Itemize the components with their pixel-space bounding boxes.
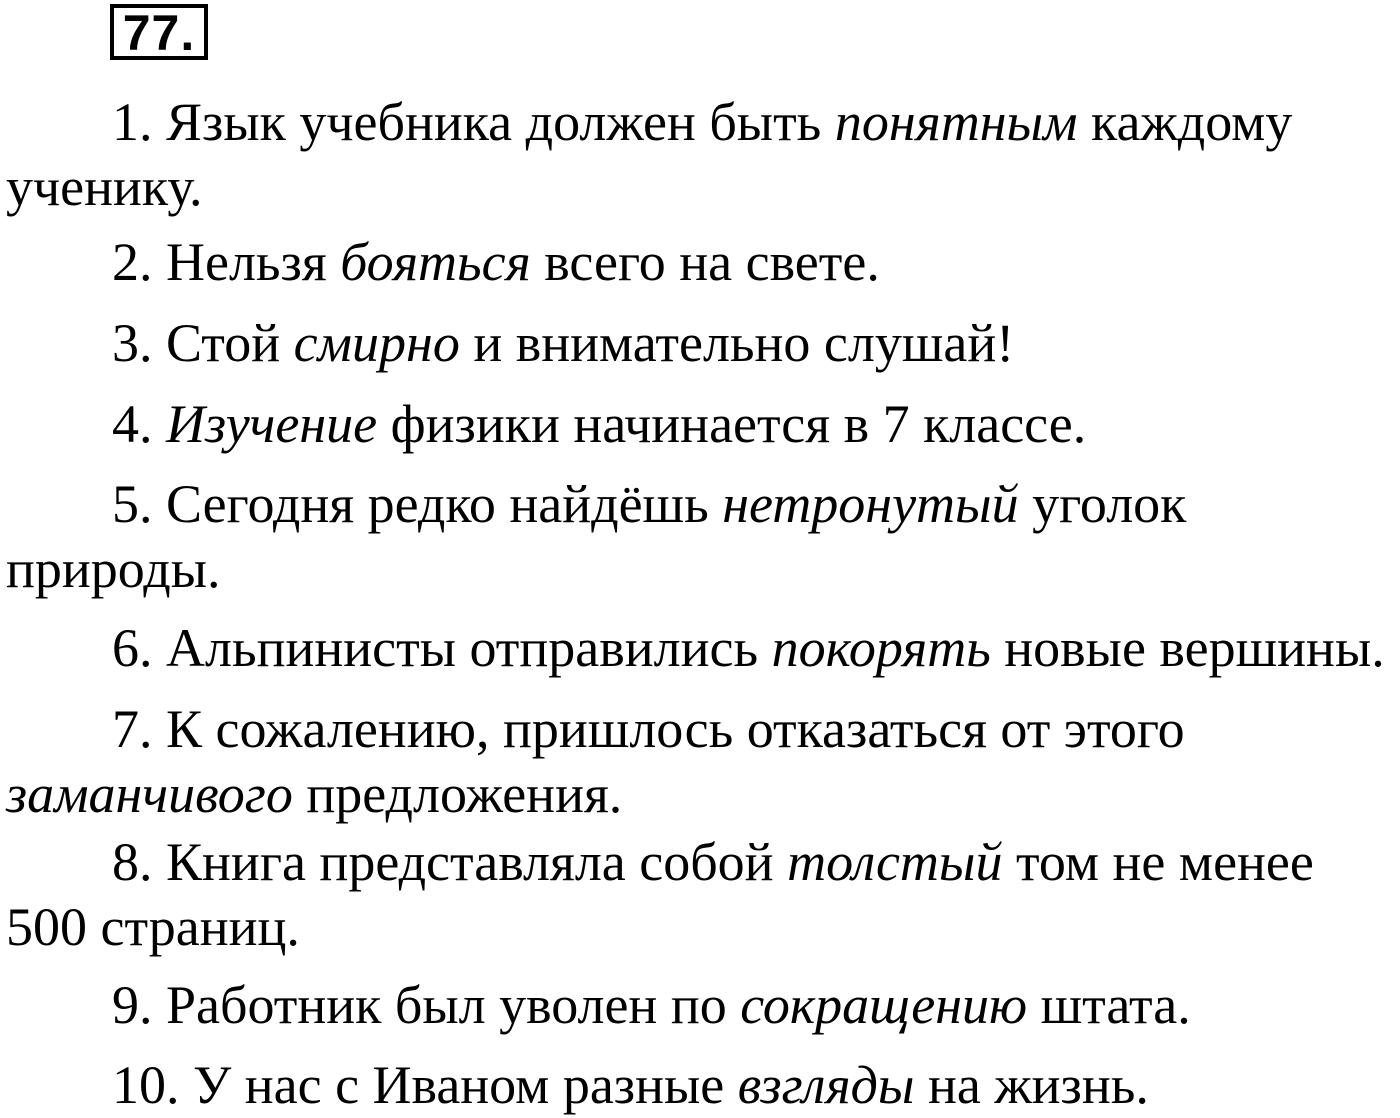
sentence-text: уголок: [1018, 474, 1187, 534]
sentence-6: [6, 616, 1400, 681]
sentence-9: [6, 973, 1400, 1038]
sentence-text: том не менее: [1002, 832, 1314, 892]
highlighted-word: понятным: [834, 92, 1078, 152]
sentence-continuation: 500 страниц.: [6, 897, 300, 957]
sentence-text: 7. К сожалению, пришлось отказаться от этого: [112, 699, 1185, 759]
sentence-text: 5. Сегодня редко найдёшь: [112, 474, 723, 534]
sentence-text: физики начинается в 7 классе.: [377, 394, 1087, 454]
highlighted-word: Изучение: [166, 394, 378, 454]
sentence-10: [6, 1053, 1400, 1118]
sentence-text: на жизнь.: [914, 1055, 1149, 1115]
sentence-8: [6, 830, 1400, 960]
sentence-continuation: природы.: [6, 539, 221, 599]
sentence-5: [6, 472, 1400, 602]
sentence-text: и внимательно слушай!: [459, 313, 1015, 373]
sentence-continuation: предложения.: [292, 764, 623, 824]
sentence-1: [6, 90, 1400, 220]
sentence-text: 8. Книга представляла собой: [112, 832, 788, 892]
sentence-3: [6, 311, 1400, 376]
highlighted-word: нетронутый: [722, 474, 1019, 534]
sentence-text: каждому: [1077, 92, 1293, 152]
sentence-text: штата.: [1027, 975, 1191, 1035]
sentence-continuation: ученику.: [6, 157, 203, 217]
sentence-4: [6, 392, 1400, 457]
sentence-text: 3. Стой: [112, 313, 294, 373]
sentence-text: 6. Альпинисты отправились: [112, 618, 772, 678]
highlighted-word: толстый: [787, 832, 1003, 892]
highlighted-word: взгляды: [737, 1055, 915, 1115]
exercise-number: 77.: [110, 4, 208, 60]
sentence-7: [6, 697, 1400, 827]
highlighted-word: покорять: [771, 618, 991, 678]
highlighted-word: сокращению: [740, 975, 1028, 1035]
highlighted-word: смирно: [293, 313, 460, 373]
sentence-text: 4.: [112, 394, 166, 454]
sentence-text: всего на свете.: [530, 232, 880, 292]
sentence-text: 2. Нельзя: [112, 232, 341, 292]
highlighted-word: заманчивого: [6, 764, 293, 824]
sentence-text: 10. У нас с Иваном разные: [112, 1055, 738, 1115]
sentence-text: 9. Работник был уволен по: [112, 975, 741, 1035]
sentence-text: 1. Язык учебника должен быть: [112, 92, 835, 152]
sentence-2: [6, 230, 1400, 295]
sentence-text: новые вершины.: [990, 618, 1385, 678]
highlighted-word: бояться: [340, 232, 531, 292]
